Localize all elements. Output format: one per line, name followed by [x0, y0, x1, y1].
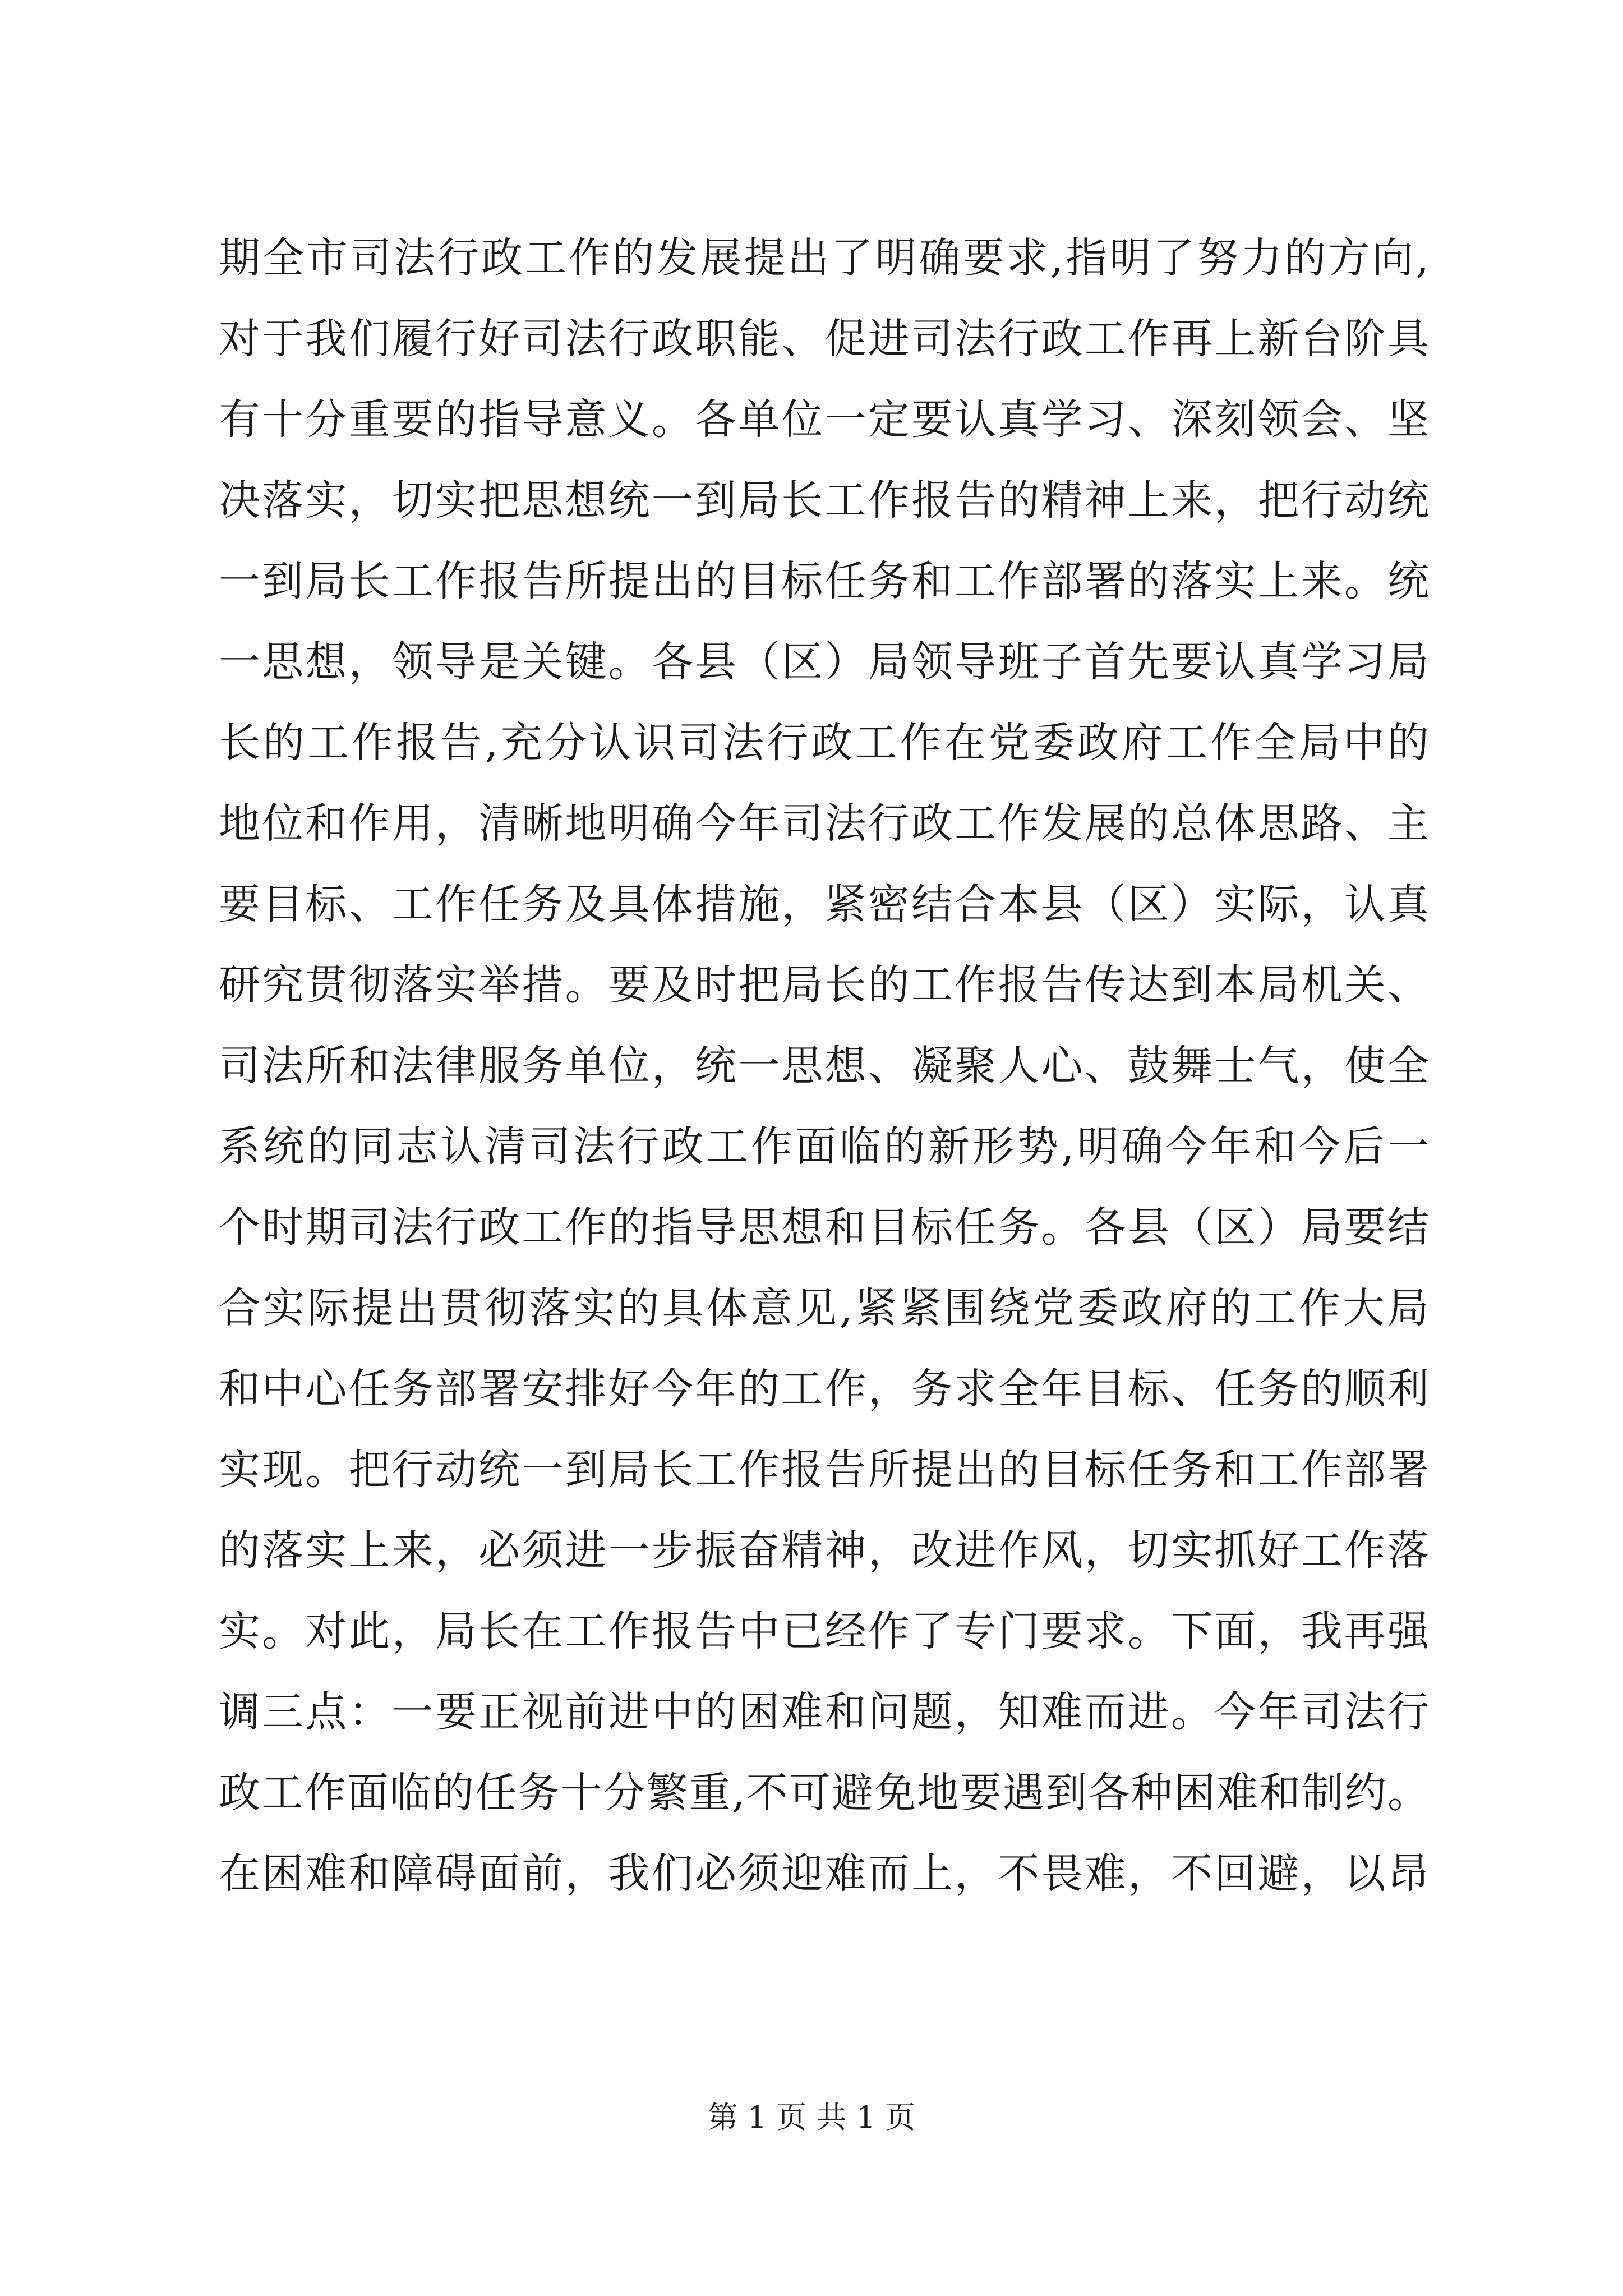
text-line: 实。对此，局长在工作报告中已经作了专门要求。下面，我再强 — [219, 1607, 1430, 1655]
text-line: 长的工作报告,充分认识司法行政工作在党委政府工作全局中的 — [219, 719, 1430, 767]
text-line: 一到局长工作报告所提出的目标任务和工作部署的落实上来。统 — [219, 557, 1430, 605]
text-line: 决落实，切实把思想统一到局长工作报告的精神上来，把行动统 — [219, 476, 1430, 524]
text-line: 系统的同志认清司法行政工作面临的新形势,明确今年和今后一 — [219, 1122, 1430, 1171]
body-text — [219, 218, 1430, 1914]
page-number-label: 第 1 页 共 1 页 — [707, 2100, 916, 2135]
text-line: 对于我们履行好司法行政职能、促进司法行政工作再上新台阶具 — [219, 315, 1430, 363]
page-footer — [0, 2095, 1623, 2140]
text-line: 期全市司法行政工作的发展提出了明确要求,指明了努力的方向, — [219, 234, 1430, 282]
text-line: 合实际提出贯彻落实的具体意见,紧紧围绕党委政府的工作大局 — [219, 1284, 1430, 1332]
text-line: 的落实上来，必须进一步振奋精神，改进作风，切实抓好工作落 — [219, 1526, 1430, 1575]
text-line: 在困难和障碍面前，我们必须迎难而上，不畏难，不回避，以昂 — [219, 1849, 1430, 1898]
text-line: 研究贯彻落实举措。要及时把局长的工作报告传达到本局机关、 — [219, 961, 1430, 1009]
text-line: 个时期司法行政工作的指导思想和目标任务。各县（区）局要结 — [219, 1203, 1430, 1251]
text-line: 有十分重要的指导意义。各单位一定要认真学习、深刻领会、坚 — [219, 395, 1430, 444]
text-line: 要目标、工作任务及具体措施，紧密结合本县（区）实际，认真 — [219, 880, 1430, 928]
text-line: 和中心任务部署安排好今年的工作，务求全年目标、任务的顺利 — [219, 1365, 1430, 1413]
text-line: 一思想，领导是关键。各县（区）局领导班子首先要认真学习局 — [219, 638, 1430, 686]
text-line: 地位和作用，清晰地明确今年司法行政工作发展的总体思路、主 — [219, 799, 1430, 848]
text-line: 政工作面临的任务十分繁重,不可避免地要遇到各种困难和制约。 — [219, 1769, 1430, 1817]
text-line: 实现。把行动统一到局长工作报告所提出的目标任务和工作部署 — [219, 1446, 1430, 1494]
text-line: 司法所和法律服务单位，统一思想、凝聚人心、鼓舞士气，使全 — [219, 1042, 1430, 1090]
text-line: 调三点：一要正视前进中的困难和问题，知难而进。今年司法行 — [219, 1688, 1430, 1736]
